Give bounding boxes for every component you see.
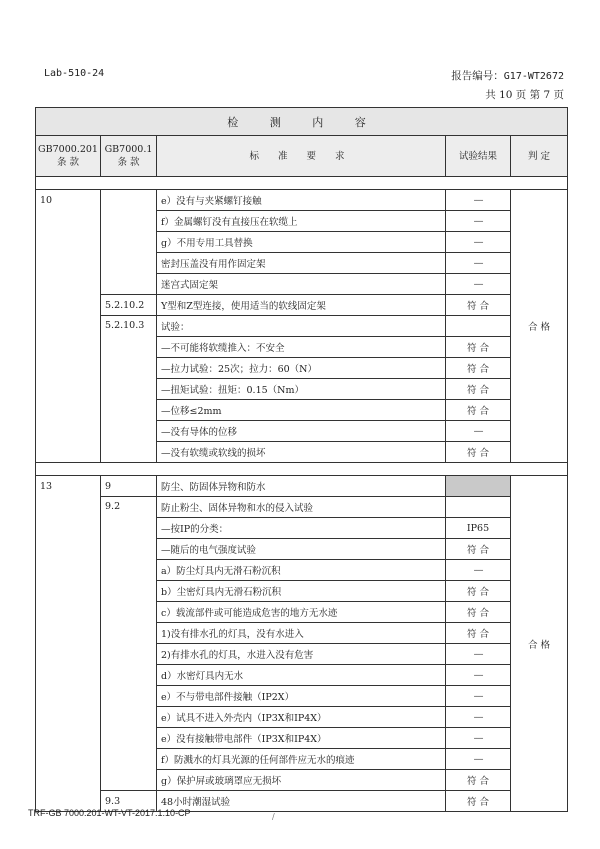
requirement: e）试具不进入外壳内（IP3X和IP4X） <box>157 707 446 728</box>
requirement: f）防溅水的灯具光源的任何部件应无水的痕迹 <box>157 749 446 770</box>
result: ---- <box>446 728 511 749</box>
sub-clause: 9.2 <box>101 497 157 791</box>
result: ---- <box>446 560 511 581</box>
result: 符 合 <box>446 295 511 316</box>
result: ---- <box>446 749 511 770</box>
lab-id: Lab-510-24 <box>44 68 105 79</box>
requirement: 防尘、防固体异物和防水 <box>157 476 446 497</box>
result: 符 合 <box>446 400 511 421</box>
result: ---- <box>446 421 511 442</box>
result: 符 合 <box>446 358 511 379</box>
result: ---- <box>446 686 511 707</box>
requirement: —不可能将软缆推入：不安全 <box>157 337 446 358</box>
result: 符 合 <box>446 337 511 358</box>
requirement: —没有软缆或软线的损坏 <box>157 442 446 463</box>
requirement: g）不用专用工具替换 <box>157 232 446 253</box>
requirement: e）没有接触带电部件（IP3X和IP4X） <box>157 728 446 749</box>
result: ---- <box>446 644 511 665</box>
requirement: —没有导体的位移 <box>157 421 446 442</box>
result: 符 合 <box>446 539 511 560</box>
result: ---- <box>446 274 511 295</box>
requirement: Y型和Z型连接，使用适当的软线固定架 <box>157 295 446 316</box>
sub-clause-empty <box>101 190 157 295</box>
result: 符 合 <box>446 791 511 812</box>
requirement: 防止粉尘、固体异物和水的侵入试验 <box>157 497 446 518</box>
section-clause: 13 <box>36 476 101 812</box>
spacer-row <box>36 463 568 476</box>
col-gb7000-1: GB7000.1 条 款 <box>101 136 157 177</box>
result-shaded <box>446 476 511 497</box>
requirement: b）尘密灯具内无滑石粉沉积 <box>157 581 446 602</box>
requirement: 试验： <box>157 316 446 337</box>
report-no: G17-WT2672 <box>503 71 564 82</box>
result: 符 合 <box>446 602 511 623</box>
result: 符 合 <box>446 770 511 791</box>
requirement: e）没有与夹紧螺钉接触 <box>157 190 446 211</box>
page-info: 共 10 页 第 7 页 <box>485 89 564 101</box>
inspection-table <box>35 107 568 812</box>
requirement: 2)有排水孔的灯具，水进入没有危害 <box>157 644 446 665</box>
requirement: 密封压盖没有用作固定架 <box>157 253 446 274</box>
col-result: 试验结果 <box>446 136 511 177</box>
requirement: —随后的电气强度试验 <box>157 539 446 560</box>
result: 符 合 <box>446 581 511 602</box>
col-gb7000-201: GB7000.201 条 款 <box>36 136 101 177</box>
result <box>446 316 511 337</box>
verdict: 合 格 <box>511 190 568 463</box>
table-title: 检 测 内 容 <box>36 108 568 136</box>
result: ---- <box>446 232 511 253</box>
requirement: —拉力试验：25次；拉力：60（N） <box>157 358 446 379</box>
col-requirement: 标 准 要 求 <box>157 136 446 177</box>
form-id: TRF-GB 7000.201-WT-VT-2017.1.10-CP <box>28 808 191 818</box>
sub-clause: 5.2.10.3 <box>101 316 157 463</box>
sub-clause: 9.3 <box>101 791 157 812</box>
result: 符 合 <box>446 442 511 463</box>
requirement: 48小时潮湿试验 <box>157 791 446 812</box>
requirement: 1)没有排水孔的灯具，没有水进入 <box>157 623 446 644</box>
result: 符 合 <box>446 623 511 644</box>
verdict: 合 格 <box>511 476 568 812</box>
requirement: —扭矩试验：扭矩：0.15（Nm） <box>157 379 446 400</box>
spacer-row <box>36 177 568 190</box>
col-verdict: 判 定 <box>511 136 568 177</box>
result: IP65 <box>446 518 511 539</box>
requirement: 迷宫式固定架 <box>157 274 446 295</box>
result <box>446 497 511 518</box>
requirement: f）金属螺钉没有直接压在软缆上 <box>157 211 446 232</box>
result: 符 合 <box>446 379 511 400</box>
result: ---- <box>446 707 511 728</box>
report-no-label: 报告编号： <box>451 70 504 82</box>
result: ---- <box>446 253 511 274</box>
result: ---- <box>446 665 511 686</box>
requirement: —按IP的分类： <box>157 518 446 539</box>
sub-clause: 9 <box>101 476 157 497</box>
requirement: a）防尘灯具内无滑石粉沉积 <box>157 560 446 581</box>
requirement: —位移≤2mm <box>157 400 446 421</box>
sub-clause: 5.2.10.2 <box>101 295 157 316</box>
requirement: e）不与带电部件接触（IP2X） <box>157 686 446 707</box>
result: ---- <box>446 190 511 211</box>
report-header-info <box>451 67 564 105</box>
section-clause: 10 <box>36 190 101 463</box>
requirement: d）水密灯具内无水 <box>157 665 446 686</box>
footer-mark: / <box>272 812 275 821</box>
requirement: c）载流部件或可能造成危害的地方无水迹 <box>157 602 446 623</box>
requirement: g）保护屏或玻璃罩应无损坏 <box>157 770 446 791</box>
result: ---- <box>446 211 511 232</box>
